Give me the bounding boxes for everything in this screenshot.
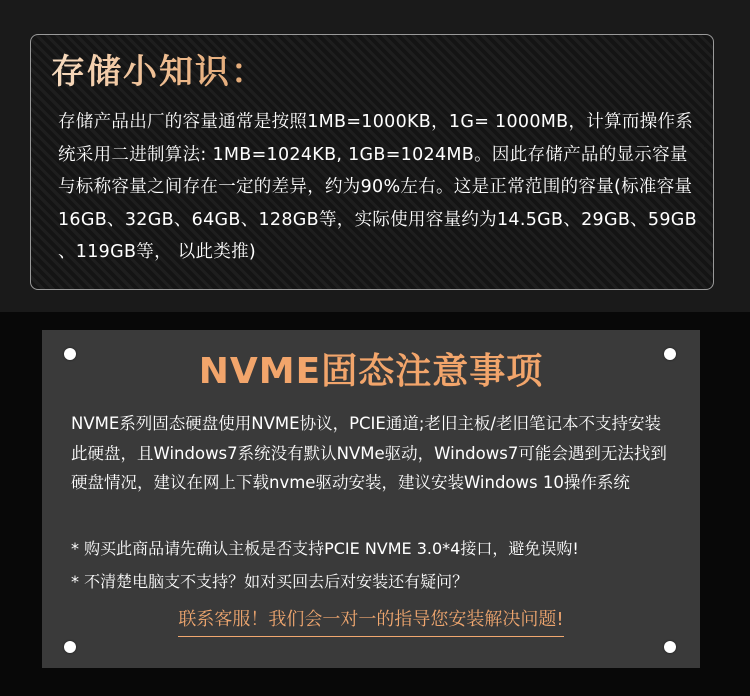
knowledge-title: 存储小知识： (51, 49, 267, 95)
screw-dot-icon (64, 641, 76, 653)
nvme-notice-card (42, 330, 700, 668)
nvme-note: * 不清楚电脑支不支持？如对买回去后对安装还有疑问？ (71, 572, 469, 591)
knowledge-card (30, 34, 714, 290)
nvme-title: NVME固态注意事项 (198, 351, 544, 392)
contact-support-link[interactable]: 联系客服！我们会一对一的指导您安装解决问题! (178, 607, 563, 637)
knowledge-section (0, 0, 750, 312)
nvme-note: * 购买此商品请先确认主板是否支持PCIE NVME 3.0*4接口，避免误购! (71, 539, 579, 558)
contact-support-line (42, 607, 700, 637)
screw-dot-icon (664, 641, 676, 653)
knowledge-body: 存储产品出厂的容量通常是按照1MB=1000KB，1G= 1000MB，计算而操作系统采用二进制算法: 1MB=1024KB, 1GB=1024MB。因此存储产品的显示容量与标称容量之间存在一定的差异，约为90%左右。这是正常范围的容量(标准容量16GB、32GB、64GB、128GB等，实际使用容量约为14.5GB、29GB、59GB 、119GB等， 以此类推) (58, 112, 697, 262)
nvme-body: NVME系列固态硬盘使用NVME协议，PCIE通道;老旧主板/老旧笔记本不支持安装此硬盘，且Windows7系统没有默认NVMe驱动，Windows7可能会遇到无法找到硬盘情况，建议在网上下载nvme驱动安装，建议安装Windows 10操作系统 (71, 414, 667, 492)
